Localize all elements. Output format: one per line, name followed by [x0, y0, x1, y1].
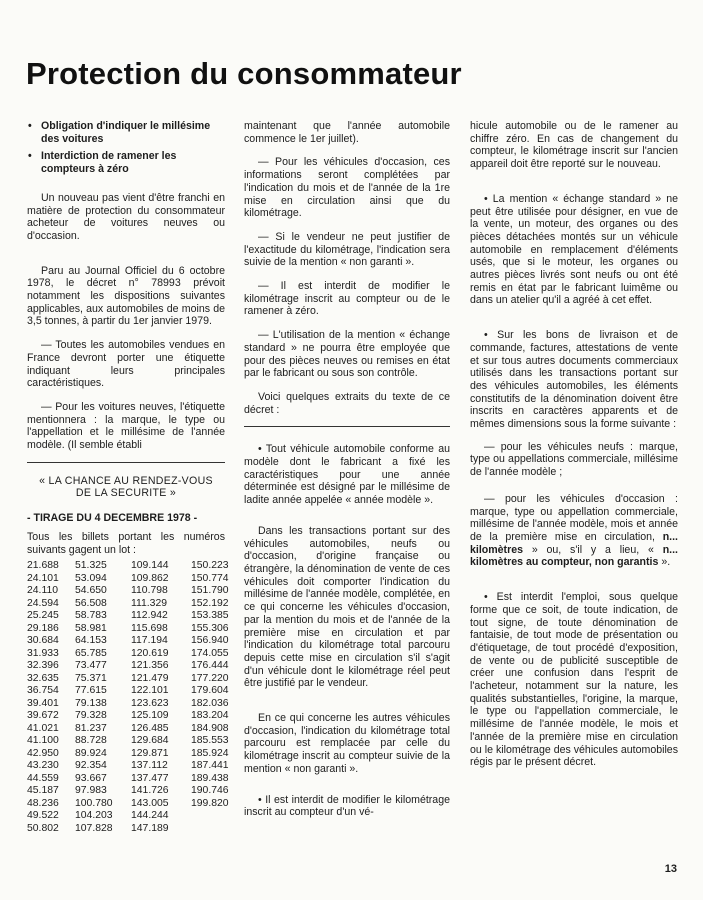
box-separator: [27, 462, 225, 463]
winning-number: 151.790: [191, 585, 229, 597]
col2-extraits: Voici quelques extraits du texte de ce décret :: [244, 390, 450, 416]
col2-autres-vehicules: En ce qui concerne les autres véhicules d'occasion, l'indication du kilométrage total parcouru est remplacée par celle du kilométrage inscrit au compteur suivie de la mention « non garanti ».: [244, 712, 450, 775]
winning-number: 32.396: [27, 660, 59, 672]
winning-number: 117.194: [131, 635, 168, 647]
winning-number: 185.553: [191, 735, 229, 747]
decret-paragraph: Paru au Journal Officiel du 6 octobre 1978, le décret n° 78993 prévoit notamment les dispositions suivantes applicables, aux automobiles de moins de 3,5 tonnes, à partir du 1er janvier 1979.: [27, 264, 225, 328]
col3-neufs: — pour les véhicules neufs : marque, type ou appellations commerciale, millésime de l'année modèle ;: [470, 440, 678, 479]
winning-number: 150.223: [191, 560, 229, 572]
winning-number: 49.522: [27, 810, 59, 822]
winning-number: 109.144: [131, 560, 169, 572]
winning-number: 58.783: [75, 610, 107, 622]
winning-number: 64.153: [75, 635, 107, 647]
etiquette-paragraph: — Toutes les automobiles vendues en France devront porter une étiquette indiquant leurs principales caractéristiques.: [27, 339, 225, 390]
winning-number: 73.477: [75, 660, 107, 672]
column-2: [244, 120, 450, 830]
winning-number: 121.356: [131, 660, 169, 672]
page-number: 13: [664, 863, 677, 875]
winning-number: 150.774: [191, 572, 229, 584]
winning-number: 24.110: [27, 585, 59, 597]
winning-number: 129.871: [131, 747, 169, 759]
winning-number: 152.192: [191, 597, 229, 609]
winning-number: 179.604: [191, 685, 229, 697]
winning-number: 122.101: [131, 685, 169, 697]
winning-number: 107.828: [75, 822, 113, 834]
col3-occasion: — pour les véhicules d'occasion : marque, type ou appellation commerciale, millésime de l'année modèle, mois et année de la première mise en circulation, n... kilomètres » ou, s'il y a lieu, « n... kilomètres au compteur, non garantis ».: [470, 492, 678, 569]
col3-p1: hicule automobile ou de le ramener au chiffre zéro. En cas de changement du compteur, le kilométrage inscrit sur l'ancien appareil doit être reporté sur le nouveau.: [470, 120, 678, 171]
winning-number: 43.230: [27, 760, 59, 772]
winning-number: 65.785: [75, 647, 107, 659]
col2-vehicule: • Tout véhicule automobile conforme au modèle dont le fabricant a fixé les caractéristiques pour une année déterminée est désigné par le millésime de ladite année appelée « année modèle ».: [244, 443, 450, 507]
winning-number: 174.055: [191, 647, 229, 659]
winning-number: 58.981: [75, 622, 107, 634]
winning-number: 45.187: [27, 785, 59, 797]
winning-number: 184.908: [191, 722, 229, 734]
winning-number: 31.933: [27, 647, 59, 659]
winning-number: 177.220: [191, 672, 229, 684]
winning-number: 104.203: [75, 810, 113, 822]
col2-p1: maintenant que l'année automobile commence le 1er juillet).: [244, 120, 450, 145]
column-1: [27, 120, 229, 835]
winning-number: 97.983: [75, 785, 107, 797]
winning-number: 112.942: [131, 610, 168, 622]
col2-occasion: — Pour les véhicules d'occasion, ces informations seront complétées par l'indication du mois et de l'année de la 1re mise en circulation ainsi que du kilométrage.: [244, 156, 450, 220]
winning-number: 147.189: [131, 822, 169, 834]
winning-number: 25.245: [27, 610, 59, 622]
bullet-compteurs: • Interdiction de ramener les compteurs à zéro: [27, 150, 225, 175]
col3-echange: • La mention « échange standard » ne peut être utilisée pour désigner, en vue de la vente, un moteur, des organes ou des pièces détachées montés sur un véhicule automobile en remplacement d'éléments usés, que si le moteur, les organes ou autres pièces livrés sont neufs ou ont été remis en état par le fabricant luimême ou dans un atelier qu'il a agréé à cet effet.: [470, 192, 678, 307]
winning-number: 44.559: [27, 772, 59, 784]
winning-number: 190.746: [191, 785, 229, 797]
winning-number: 176.444: [191, 660, 229, 672]
winning-number: 111.329: [131, 597, 168, 609]
winning-number: 81.237: [75, 722, 107, 734]
winning-number: 92.354: [75, 760, 107, 772]
column-3: [470, 120, 678, 780]
winning-number: 185.924: [191, 747, 229, 759]
winning-number: 156.940: [191, 635, 229, 647]
winning-number: 39.672: [27, 710, 59, 722]
winning-number: 36.754: [27, 685, 59, 697]
winning-number: 137.112: [131, 760, 168, 772]
winning-number: 32.635: [27, 672, 59, 684]
winning-number: 183.204: [191, 710, 229, 722]
winning-number: 88.728: [75, 735, 107, 747]
winning-number: 110.798: [131, 585, 168, 597]
winning-number: 153.385: [191, 610, 229, 622]
winning-number: 53.094: [75, 572, 107, 584]
intro-paragraph: Un nouveau pas vient d'être franchi en matière de protection du consommateur acheteur de voitures neuves ou d'occasion.: [27, 191, 225, 242]
winning-number: 115.698: [131, 622, 168, 634]
bullet-millesime: • Obligation d'indiquer le millésime des voitures: [27, 120, 225, 145]
voitures-neuves-paragraph: — Pour les voitures neuves, l'étiquette mentionnera : la marque, le type ou l'appellation et le millésime de l'année modèle. (Il semble établi: [27, 400, 225, 452]
winning-number: 41.021: [27, 722, 59, 734]
winning-number: 29.186: [27, 622, 59, 634]
col3-interdit-emploi: • Est interdit l'emploi, sous quelque forme que ce soit, de toute indication, de tout signe, de toute dénomination de fantaisie, de tout mode de présentation ou d'étiquetage, de tout procédé d'exposition, de vente ou de publicité susceptible de créer une confusion dans l'esprit de l'acheteur, notamment sur la nature, les qualités substantielles, l'origine, la marque, le type ou l'appellation commerciale, le millésime de l'année modèle, le mois et l'année de la première mise en circulation ou le kilométrage des véhicules automobiles régis par le présent décret.: [470, 591, 678, 769]
winning-number: 129.684: [131, 735, 169, 747]
winning-number: 121.479: [131, 672, 169, 684]
winning-number: [191, 823, 235, 836]
col2-transactions: Dans les transactions portant sur des véhicules automobiles, neufs ou d'occasion, d'origine française ou étrangère, la dénomination de vente de ces véhicules doit comporter l'indication du millésime de l'année modèle, complétée, en ce qui concerne les véhicules d'occasion, par la mention du mois et de l'année de la première mise en circulation et par l'indication du kilométrage total parcouru depuis cette mise en circulation s'il s'agit d'un véhicule dont le kilométrage réel peut être justifié par le vendeur.: [244, 524, 450, 690]
winning-number: 155.306: [191, 622, 229, 634]
lottery-title-1: « LA CHANCE AU RENDEZ-VOUS: [39, 474, 213, 487]
winning-number: 120.619: [131, 647, 169, 659]
winning-number: 24.594: [27, 597, 59, 609]
winning-number: 56.508: [75, 597, 107, 609]
winning-number: 144.244: [131, 810, 169, 822]
winning-numbers-table: [27, 560, 229, 835]
winning-number: 126.485: [131, 722, 169, 734]
col2-vendeur: — Si le vendeur ne peut justifier de l'exactitude du kilométrage, l'indication sera suivie de la mention « non garanti ».: [244, 230, 450, 269]
col2-modifier: • Il est interdit de modifier le kilométrage inscrit au compteur d'un vé-: [244, 793, 450, 819]
winning-number: 137.477: [131, 772, 169, 784]
winning-number: 125.109: [131, 710, 169, 722]
winning-number: 30.684: [27, 635, 59, 647]
winning-number: 39.401: [27, 697, 59, 709]
winning-number: 199.820: [191, 797, 229, 809]
winning-number: 100.780: [75, 797, 113, 809]
winning-number: 21.688: [27, 560, 59, 572]
col2-separator: [244, 426, 450, 427]
winning-number: 51.325: [75, 560, 107, 572]
col2-echange: — L'utilisation de la mention « échange standard » ne pourra être employée que pour des pièces neuves ou remises en état par le fabricant ou sous son contrôle.: [244, 329, 450, 380]
col2-interdit: — Il est interdit de modifier le kilométrage inscrit au compteur ou de le ramener à zéro.: [244, 280, 450, 318]
winning-number: 48.236: [27, 797, 59, 809]
winning-number: 41.100: [27, 735, 59, 747]
winning-number: 54.650: [75, 585, 107, 597]
winning-number: 50.802: [27, 822, 59, 834]
winning-number: 77.615: [75, 685, 107, 697]
winning-number: 109.862: [131, 572, 169, 584]
winning-number: 93.667: [75, 772, 107, 784]
winning-number: 42.950: [27, 747, 59, 759]
winning-number: 75.371: [75, 672, 107, 684]
tirage-heading: - TIRAGE DU 4 DECEMBRE 1978 -: [27, 512, 198, 525]
page-title: Protection du consommateur: [26, 56, 462, 91]
winning-number: 143.005: [131, 797, 169, 809]
col3-bons: • Sur les bons de livraison et de commande, factures, attestations de vente et sur tous autres documents commerciaux utilisés dans les transactions portant sur des véhicules automobiles, les éléments constitutifs de la dénomination doivent être inscrits en caractères apparents et de mêmes dimensions sous la forme suivante :: [470, 329, 678, 431]
winning-number: 123.623: [131, 697, 169, 709]
winning-number: 79.138: [75, 697, 107, 709]
winning-number: 189.438: [191, 772, 229, 784]
winning-number: 79.328: [75, 710, 107, 722]
winning-number: 89.924: [75, 747, 107, 759]
tirage-intro: Tous les billets portant les numéros suivants gagent un lot :: [27, 530, 225, 556]
winning-number: 141.726: [131, 785, 169, 797]
lottery-title-2: DE LA SECURITE »: [75, 487, 177, 500]
winning-number: 187.441: [191, 760, 229, 772]
winning-number: [191, 810, 235, 823]
winning-number: 182.036: [191, 697, 229, 709]
winning-number: 24.101: [27, 572, 59, 584]
